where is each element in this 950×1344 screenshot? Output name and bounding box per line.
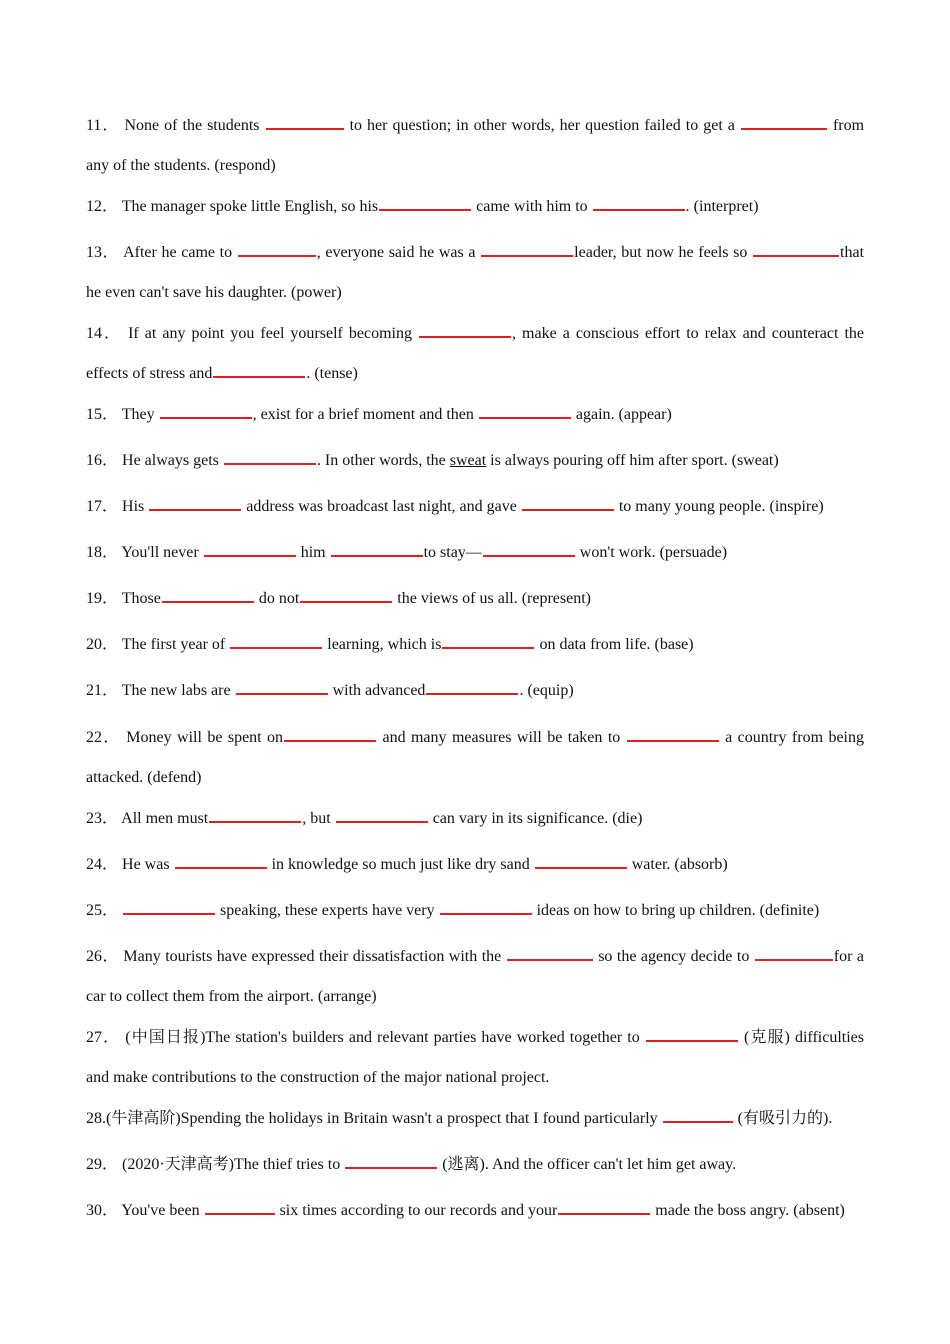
answer-blank[interactable] <box>230 632 322 649</box>
question-number: 30． <box>86 1202 119 1219</box>
question-number: 21． <box>86 682 119 699</box>
answer-blank[interactable] <box>442 632 534 649</box>
question-25 <box>86 891 864 931</box>
answer-blank[interactable] <box>440 898 532 915</box>
answer-blank[interactable] <box>331 540 423 557</box>
question-15 <box>86 395 864 435</box>
answer-blank[interactable] <box>753 240 839 257</box>
question-text: All men must <box>121 810 209 827</box>
question-number: 11． <box>86 117 120 134</box>
question-11 <box>86 106 864 186</box>
question-text: , make a conscious effort to relax and counteract the effects of stress and <box>86 325 865 382</box>
answer-blank[interactable] <box>522 494 614 511</box>
question-text: He always gets <box>122 452 219 469</box>
answer-blank[interactable] <box>419 321 511 338</box>
answer-blank[interactable] <box>755 944 833 961</box>
question-text: The manager spoke little English, so his <box>121 198 379 215</box>
answer-blank[interactable] <box>507 944 593 961</box>
answer-blank[interactable] <box>336 806 428 823</box>
answer-blank[interactable] <box>379 194 471 211</box>
question-text: . (tense) <box>306 365 358 382</box>
question-16 <box>86 441 864 481</box>
question-text: (中国日报)The station's builders and relevant parties have worked together to <box>125 1029 640 1046</box>
question-text: on data from life. (base) <box>539 636 694 653</box>
answer-blank[interactable] <box>663 1106 733 1123</box>
question-text: and many measures will be taken to <box>382 729 621 746</box>
question-number: 28. <box>86 1110 106 1127</box>
answer-blank[interactable] <box>213 361 305 378</box>
question-number: 18． <box>86 544 119 561</box>
question-19 <box>86 579 864 619</box>
answer-blank[interactable] <box>160 402 252 419</box>
answer-blank[interactable] <box>162 586 254 603</box>
answer-blank[interactable] <box>535 852 627 869</box>
question-text: . In other words, the <box>316 452 446 469</box>
question-17 <box>86 487 864 527</box>
question-text: from any of the students. (respond) <box>86 117 865 174</box>
answer-blank[interactable] <box>224 448 316 465</box>
question-text: for a car to collect them from the airport. (arrange) <box>86 948 865 1005</box>
question-text: is always pouring off him after sport. (sweat) <box>490 452 779 469</box>
question-text: (克服) difficulties and make contributions to the construction of the major national project. <box>86 1029 864 1086</box>
question-text: so the agency decide to <box>598 948 750 965</box>
answer-blank[interactable] <box>593 194 685 211</box>
question-30 <box>86 1191 864 1231</box>
question-text: They <box>121 406 155 423</box>
answer-blank[interactable] <box>481 240 573 257</box>
answer-blank[interactable] <box>209 806 301 823</box>
question-number: 23． <box>86 810 119 827</box>
question-text: The first year of <box>121 636 226 653</box>
answer-blank[interactable] <box>175 852 267 869</box>
answer-blank[interactable] <box>284 725 376 742</box>
question-number: 19． <box>86 590 119 607</box>
question-13 <box>86 233 864 313</box>
underlined-word: sweat <box>449 452 487 469</box>
question-number: 16． <box>86 452 119 469</box>
question-number: 27． <box>86 1029 121 1046</box>
question-text: address was broadcast last night, and gave <box>246 498 517 515</box>
question-number: 14． <box>86 325 123 342</box>
answer-blank[interactable] <box>204 540 296 557</box>
question-text: (2020·天津高考)The thief tries to <box>122 1156 341 1173</box>
question-text: Money will be spent on <box>126 729 284 746</box>
answer-blank[interactable] <box>741 113 827 130</box>
question-text: (有吸引力的). <box>737 1110 833 1127</box>
question-text: Those <box>121 590 161 607</box>
question-number: 20． <box>86 636 119 653</box>
question-text: to her question; in other words, her question failed to get a <box>349 117 735 134</box>
question-12 <box>86 187 864 227</box>
question-text: in knowledge so much just like dry sand <box>271 856 530 873</box>
question-26 <box>86 937 864 1017</box>
question-text: to stay— <box>423 544 482 561</box>
question-text: You'll never <box>121 544 199 561</box>
answer-blank[interactable] <box>483 540 575 557</box>
question-text: came with him to <box>476 198 588 215</box>
answer-blank[interactable] <box>558 1198 650 1215</box>
question-text: After he came to <box>123 244 233 261</box>
question-text: him <box>300 544 326 561</box>
question-number: 15． <box>86 406 119 423</box>
question-text: made the boss angry. (absent) <box>655 1202 845 1219</box>
question-22 <box>86 718 864 798</box>
question-text: leader, but now he feels so <box>574 244 748 261</box>
question-text: a country from being attacked. (defend) <box>86 729 864 786</box>
question-text: the views of us all. (represent) <box>397 590 592 607</box>
question-text: learning, which is <box>327 636 442 653</box>
answer-blank[interactable] <box>479 402 571 419</box>
question-text: . (equip) <box>519 682 574 699</box>
question-number: 12． <box>86 198 119 215</box>
question-text: , but <box>302 810 331 827</box>
question-number: 17． <box>86 498 119 515</box>
answer-blank[interactable] <box>238 240 316 257</box>
answer-blank[interactable] <box>300 586 392 603</box>
question-text: water. (absorb) <box>631 856 728 873</box>
question-number: 24． <box>86 856 119 873</box>
answer-blank[interactable] <box>205 1198 275 1215</box>
question-text: His <box>122 498 145 515</box>
answer-blank[interactable] <box>236 678 328 695</box>
answer-blank[interactable] <box>123 898 215 915</box>
answer-blank[interactable] <box>646 1025 738 1042</box>
question-28 <box>86 1099 864 1139</box>
question-text: won't work. (persuade) <box>579 544 728 561</box>
question-number: 29． <box>86 1156 119 1173</box>
question-text: can vary in its significance. (die) <box>432 810 643 827</box>
question-text: with advanced <box>332 682 426 699</box>
question-number: 26． <box>86 948 119 965</box>
answer-blank[interactable] <box>627 725 719 742</box>
question-21 <box>86 671 864 711</box>
question-text: (逃离). And the officer can't let him get away. <box>442 1156 737 1173</box>
answer-blank[interactable] <box>266 113 344 130</box>
question-text: again. (appear) <box>575 406 672 423</box>
question-text: , everyone said he was a <box>316 244 476 261</box>
question-text: (牛津高阶)Spending the holidays in Britain wasn't a prospect that I found particularly <box>106 1110 658 1127</box>
answer-blank[interactable] <box>149 494 241 511</box>
question-text: speaking, these experts have very <box>220 902 435 919</box>
question-text: , exist for a brief moment and then <box>252 406 474 423</box>
question-text: The new labs are <box>121 682 231 699</box>
question-24 <box>86 845 864 885</box>
question-number: 13． <box>86 244 120 261</box>
question-text: to many young people. (inspire) <box>618 498 824 515</box>
question-number: 22． <box>86 729 121 746</box>
question-20 <box>86 625 864 665</box>
question-23 <box>86 799 864 839</box>
question-text: If at any point you feel yourself becoming <box>128 325 412 342</box>
question-text: . (interpret) <box>685 198 759 215</box>
question-number: 25． <box>86 902 119 919</box>
question-text: You've been <box>121 1202 200 1219</box>
question-29 <box>86 1145 864 1185</box>
question-text: that he even can't save his daughter. (power) <box>86 244 865 301</box>
answer-blank[interactable] <box>426 678 518 695</box>
question-18 <box>86 533 864 573</box>
answer-blank[interactable] <box>345 1152 437 1169</box>
question-text: ideas on how to bring up children. (definite) <box>536 902 820 919</box>
question-14 <box>86 314 864 394</box>
question-text: Many tourists have expressed their dissatisfaction with the <box>123 948 502 965</box>
question-text: do not <box>258 590 300 607</box>
question-27 <box>86 1018 864 1098</box>
question-text: He was <box>122 856 170 873</box>
question-text: six times according to our records and your <box>279 1202 558 1219</box>
question-text: None of the students <box>124 117 260 134</box>
